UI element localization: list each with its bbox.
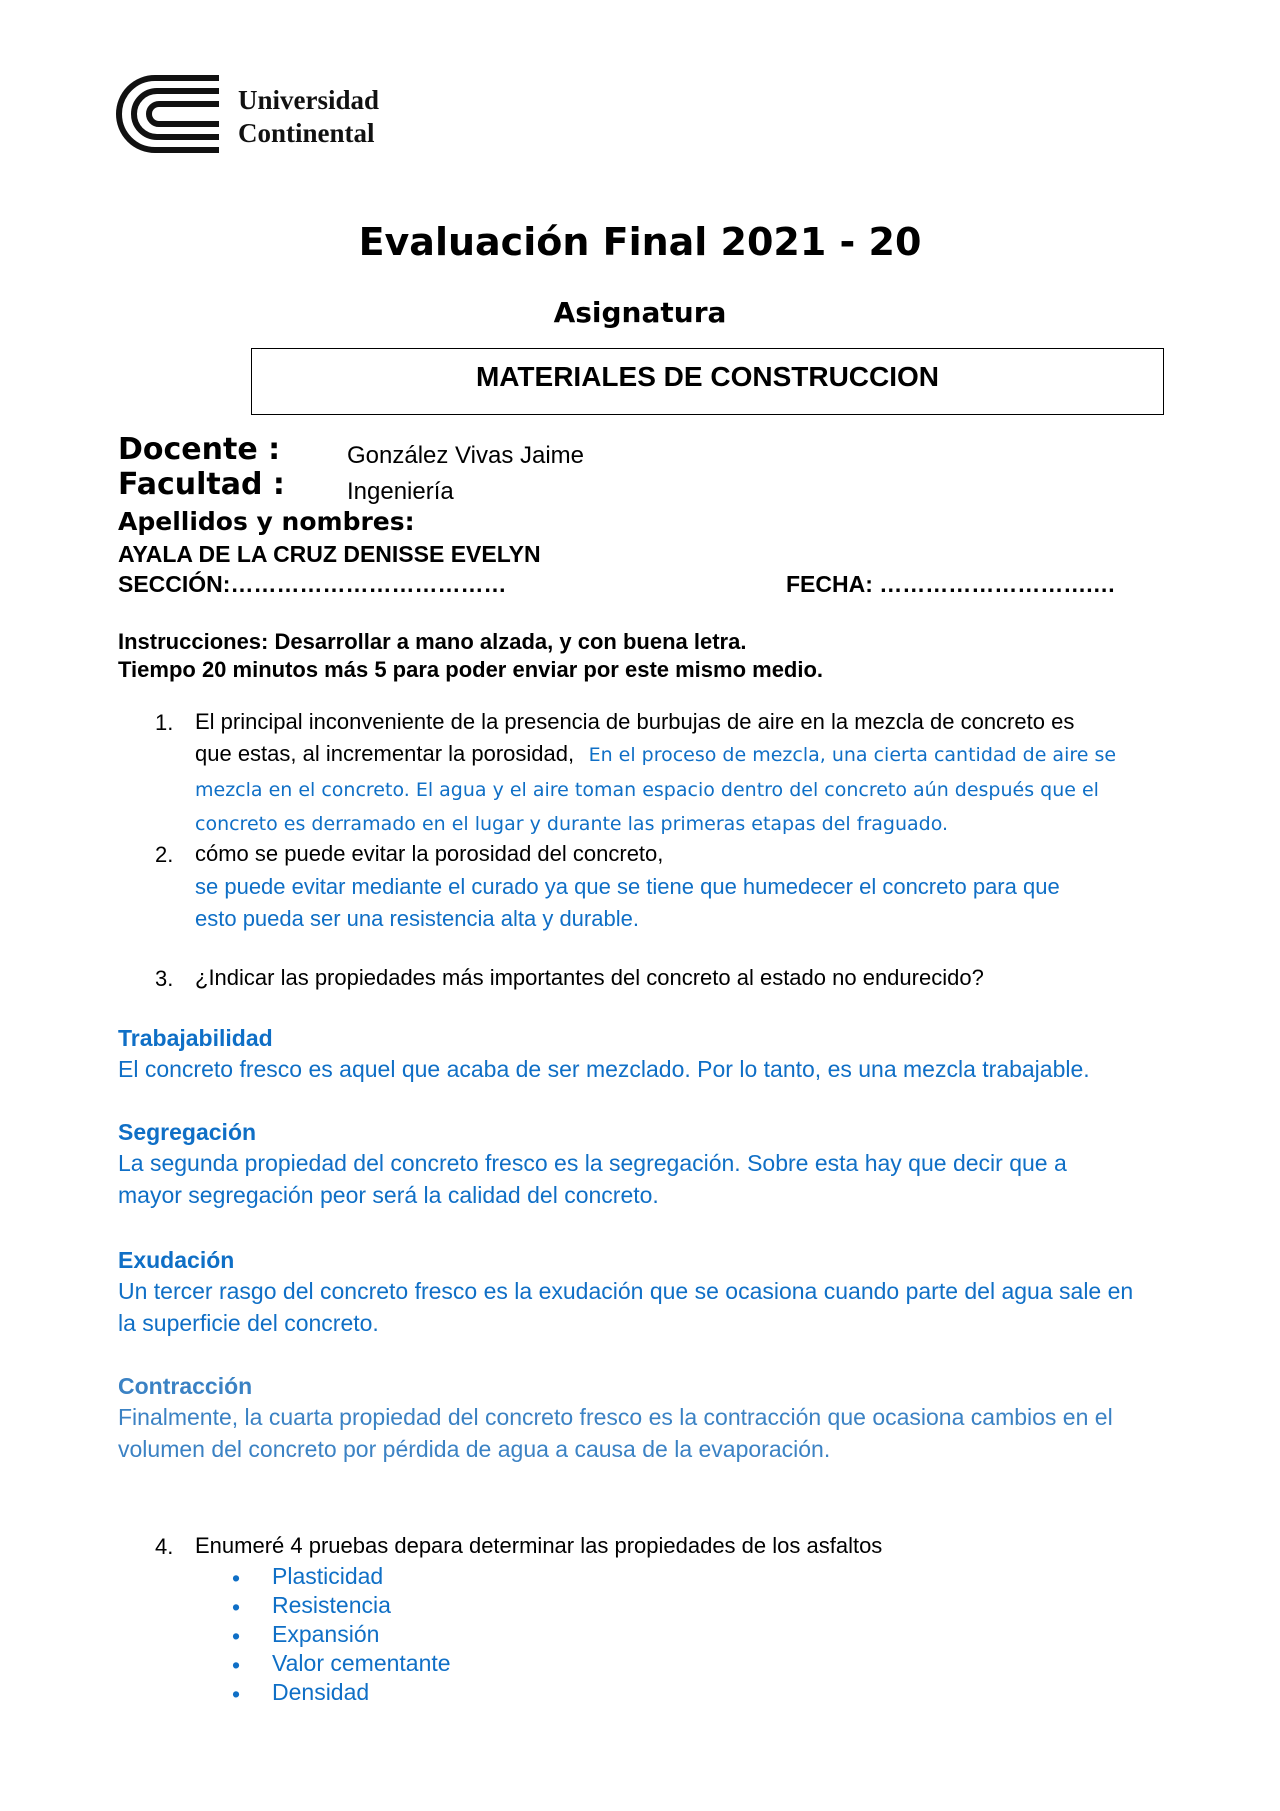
bullet-icon: • [232,1681,241,1707]
bullet-icon: • [232,1623,241,1649]
list-item-label: Plasticidad [272,1563,384,1589]
q1-text-line2: que estas, al incrementar la porosidad, [195,741,575,766]
facultad-value: Ingeniería [347,478,454,505]
instructions-line1: Instrucciones: Desarrollar a mano alzada, y con buena letra. [118,629,747,654]
apellidos-label: Apellidos y nombres: [118,507,415,536]
q1-line2-row [195,738,1116,772]
q1-answer-line2: mezcla en el concreto. El agua y el aire toman espacio dentro del concreto aún después que el [195,779,1099,801]
instructions-line2: Tiempo 20 minutos más 5 para poder enviar por este mismo medio. [118,657,824,682]
section-body-line: Finalmente, la cuarta propiedad del concreto fresco es la contracción que ocasiona cambios en el [118,1404,1113,1430]
list-item-label: Densidad [272,1679,370,1705]
section-heading-contraccion: Contracción [118,1373,253,1399]
q3-number: 3. [155,966,174,991]
course-name-box [251,348,1164,415]
section-body-line: El concreto fresco es aquel que acaba de ser mezclado. Por lo tanto, es una mezcla trabajable. [118,1056,1090,1082]
docente-label: Docente : [118,432,281,467]
facultad-label: Facultad : [118,467,285,502]
logo-line1: Universidad [238,85,380,115]
section-heading-trabajabilidad: Trabajabilidad [118,1025,273,1051]
q1-answer-line1: En el proceso de mezcla, una cierta cantidad de aire se [588,744,1117,766]
q2-answer-line1: se puede evitar mediante el curado ya que se tiene que humedecer el concreto para que [195,874,1060,899]
section-body-line: La segunda propiedad del concreto fresco es la segregación. Sobre esta hay que decir que a [118,1150,1067,1176]
bullet-icon: • [232,1594,241,1620]
section-body-line: la superficie del concreto. [118,1310,379,1336]
q1-number: 1. [155,710,174,735]
logo-line2: Continental [238,118,375,148]
section-body-line: mayor segregación peor será la calidad del concreto. [118,1182,659,1208]
list-item-label: Resistencia [272,1592,391,1618]
seccion-field: SECCIÓN:……………………………… [118,571,507,597]
bullet-icon: • [232,1652,241,1678]
section-body-line: Un tercer rasgo del concreto fresco es la exudación que se ocasiona cuando parte del agua sale en [118,1278,1134,1304]
q3-text: ¿Indicar las propiedades más importantes del concreto al estado no endurecido? [195,965,984,990]
fecha-field: FECHA: ……………………….… [786,571,1116,597]
q4-number: 4. [155,1534,174,1559]
page-subtitle: Asignatura [553,296,727,329]
q4-text: Enumeré 4 pruebas depara determinar las propiedades de los asfaltos [195,1533,883,1558]
page-title: Evaluación Final 2021 - 20 [358,220,922,264]
university-logo [115,74,225,154]
section-body-line: volumen del concreto por pérdida de agua a causa de la evaporación. [118,1436,831,1462]
section-heading-exudacion: Exudación [118,1247,235,1273]
q1-answer-line3: concreto es derramado en el lugar y durante las primeras etapas del fraguado. [195,813,949,835]
q2-text: cómo se puede evitar la porosidad del concreto, [195,841,664,866]
q2-number: 2. [155,842,174,867]
student-name: AYALA DE LA CRUZ DENISSE EVELYN [118,541,541,567]
section-heading-segregacion: Segregación [118,1119,257,1145]
q1-text-line1: El principal inconveniente de la presencia de burbujas de aire en la mezcla de concreto es [195,709,1075,734]
q2-answer-line2: esto pueda ser una resistencia alta y durable. [195,906,639,931]
list-item-label: Expansión [272,1621,380,1647]
course-name: MATERIALES DE CONSTRUCCION [475,361,940,392]
logo-text [238,84,379,150]
list-item-label: Valor cementante [272,1650,451,1676]
logo-mark-icon [115,74,225,154]
bullet-icon: • [232,1565,241,1591]
docente-value: González Vivas Jaime [347,442,584,469]
